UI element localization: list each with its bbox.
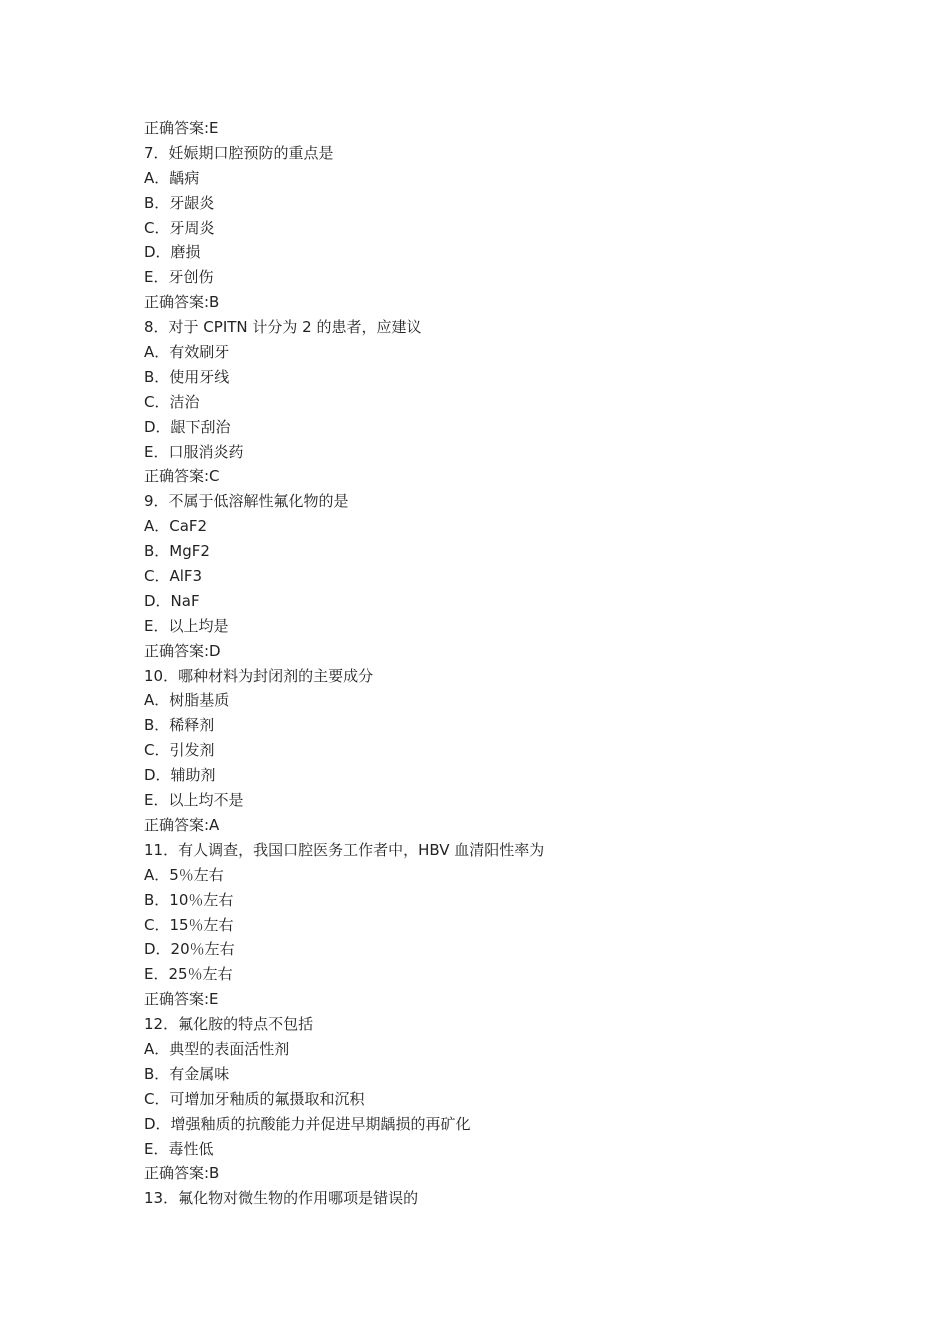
option-line: A．CaF2 <box>144 517 208 536</box>
option-line: C．牙周炎 <box>144 218 215 237</box>
option-line: E．以上均不是 <box>144 791 244 810</box>
option-line: C．引发剂 <box>144 741 215 760</box>
option-line: C．洁治 <box>144 392 200 411</box>
question-line: 7．妊娠期口腔预防的重点是 <box>144 143 334 162</box>
option-line: D．20％左右 <box>144 940 235 959</box>
option-line: D．辅助剂 <box>144 766 216 785</box>
option-line: C．15％左右 <box>144 915 234 934</box>
option-line: A．5％左右 <box>144 865 224 884</box>
question-line: 13．氟化物对微生物的作用哪项是错误的 <box>144 1189 419 1208</box>
option-line: E．毒性低 <box>144 1139 214 1158</box>
option-line: B．有金属味 <box>144 1064 230 1083</box>
answer-line: 正确答案:A <box>144 815 220 834</box>
option-line: B．MgF2 <box>144 542 210 561</box>
question-text-block <box>144 116 844 1211</box>
question-line: 10．哪种材料为封闭剂的主要成分 <box>144 666 374 685</box>
option-line: E．25％左右 <box>144 965 233 984</box>
question-line: 9．不属于低溶解性氟化物的是 <box>144 492 349 511</box>
answer-line: 正确答案:B <box>144 293 220 312</box>
option-line: B．稀释剂 <box>144 716 215 735</box>
answer-line: 正确答案:C <box>144 467 220 486</box>
option-line: B．使用牙线 <box>144 367 230 386</box>
option-line: A．典型的表面活性剂 <box>144 1039 290 1058</box>
question-line: 12．氟化胺的特点不包括 <box>144 1015 314 1034</box>
question-line: 8．对于 CPITN 计分为 2 的患者，应建议 <box>144 318 422 337</box>
option-line: E．口服消炎药 <box>144 442 244 461</box>
option-line: D．NaF <box>144 591 200 610</box>
option-line: A．树脂基质 <box>144 691 230 710</box>
option-line: B．牙龈炎 <box>144 193 215 212</box>
answer-line: 正确答案:E <box>144 119 219 137</box>
option-line: D．增强釉质的抗酸能力并促进早期龋损的再矿化 <box>144 1114 471 1133</box>
answer-line: 正确答案:E <box>144 990 219 1009</box>
option-line: E．牙创伤 <box>144 268 214 287</box>
option-line: A．有效刷牙 <box>144 343 230 362</box>
option-line: D．龈下刮治 <box>144 417 231 436</box>
answer-line: 正确答案:B <box>144 1164 220 1183</box>
option-line: C．可增加牙釉质的氟摄取和沉积 <box>144 1089 365 1108</box>
option-line: E．以上均是 <box>144 616 229 635</box>
option-line: D．磨损 <box>144 243 201 262</box>
option-line: C．AlF3 <box>144 567 203 586</box>
option-line: B．10％左右 <box>144 890 234 909</box>
question-line: 11．有人调查，我国口腔医务工作者中，HBV 血清阳性率为 <box>144 840 545 859</box>
option-line: A．龋病 <box>144 168 200 187</box>
answer-line: 正确答案:D <box>144 641 221 660</box>
